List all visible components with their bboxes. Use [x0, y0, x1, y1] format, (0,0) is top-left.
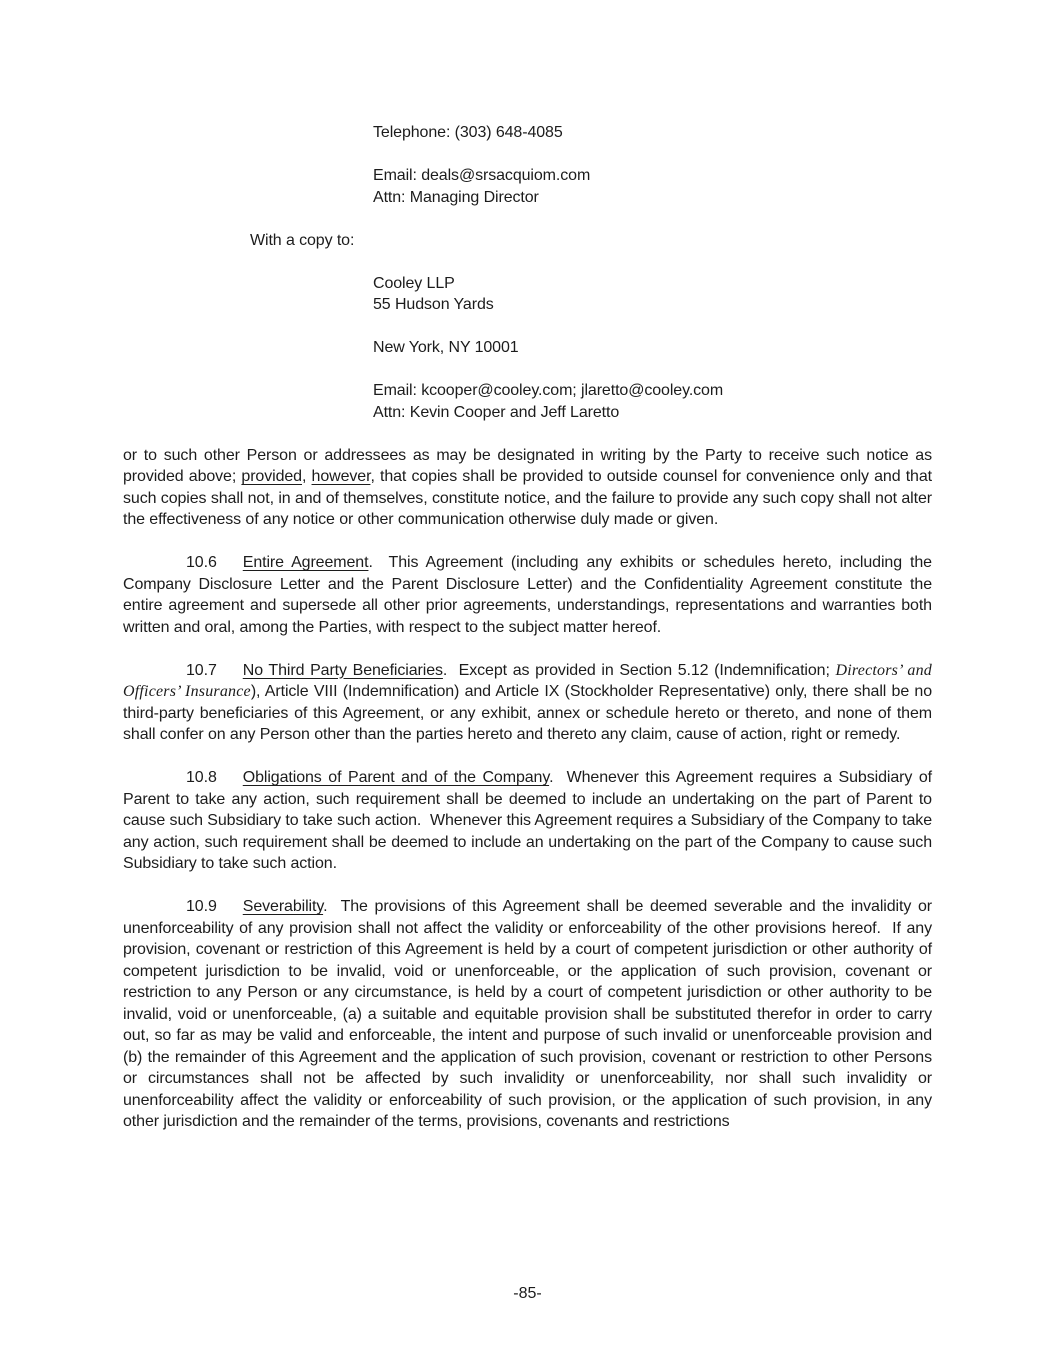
section-body-text: . This Agreement (including any exhibits or schedules hereto, including the Company Disclosure Letter and the Parent Disclosure Letter) and the Confidentiality Agreement constitute the entire agreement and supersede all other prior agreements, understandings, representations and warranties both written and oral, among the Parties, with respect to the subject matter hereof. — [123, 554, 937, 636]
spacer — [123, 316, 932, 338]
firm-name-line: Cooley LLP — [373, 274, 455, 292]
notice-text-segment: , — [301, 468, 312, 485]
section-body-text: ), Article VIII (Indemnification) and Article IX (Stockholder Representative) only, there shall be no third-party beneficiaries of this Agreement, or any exhibit, annex or schedule hereto or thereto, and none of them shall confer on any Person other than the parties hereto and thereto any claim, cause of action, right or remedy. — [123, 683, 937, 743]
section-number: 10.9 — [186, 898, 217, 915]
section-10-8-paragraph — [123, 767, 937, 875]
telephone-line: Telephone: (303) 648-4085 — [373, 124, 563, 141]
section-body-text: . Whenever this Agreement requires a Subsidiary of Parent to take any action, such requirement shall be deemed to include an undertaking on the part of Parent to cause such Subsidiary to take such action. Whenever this Agreement requires a Subsidiary of the Company to take any action, such requirement shall be deemed to include an undertaking on the part of the Company to cause such Subsidiary to take such action. — [123, 769, 937, 872]
notice-underlined-provided: provided — [241, 468, 302, 485]
copy-to-label: With a copy to: — [250, 231, 355, 249]
section-10-7-paragraph — [123, 660, 937, 746]
copy-email-line: Email: kcooper@cooley.com; jlaretto@cooley.com — [373, 382, 724, 399]
notice-address-block — [123, 122, 932, 208]
section-10-9-paragraph — [123, 896, 937, 1133]
notice-text-segment: or to such other Person or addressees as may be designated in writing by the Party to receive such notice as provided above; — [123, 446, 937, 485]
street-line: 55 Hudson Yards — [373, 296, 494, 313]
section-number: 10.7 — [186, 661, 217, 679]
attn-line: Attn: Managing Director — [373, 188, 539, 206]
spacer — [123, 251, 932, 273]
section-number: 10.6 — [186, 554, 217, 571]
spacer — [123, 359, 932, 381]
notice-paragraph — [123, 445, 937, 531]
city-line: New York, NY 10001 — [373, 339, 519, 356]
section-body-text: . The provisions of this Agreement shall be deemed severable and the invalidity or unenforceability of any provision shall not affect the validity or enforceability of the other provisions hereof. If any provision, covenant or restriction of this Agreement is held by a court of competent jurisdiction or other authority of competent jurisdiction to be invalid, void or unenforceable, or the application of such provision, covenant or restriction to any Person or any circumstance, is held by a court of competent jurisdiction or other authority to be invalid, void or unenforceable, (a) a suitable and equitable provision shall be substituted therefor in order to carry out, so far as may be valid and enforceable, the intent and purpose of such invalid or unenforceable provision and (b) the remainder of this Agreement and the application of such provision, covenant or restriction to other Persons or circumstances shall not be affected by such invalidity or unenforceability, nor shall such invalidity or unenforceability affect the validity or enforceability of such provision, or the application of such provision, in any other jurisdiction and the remainder of the terms, provisions, covenants and restrictions — [123, 898, 937, 1130]
copy-to-block — [123, 230, 932, 424]
section-number: 10.8 — [186, 769, 217, 786]
spacer — [123, 208, 932, 230]
section-heading: Obligations of Parent and of the Company — [242, 769, 550, 786]
notice-underlined-however: however — [311, 468, 371, 485]
spacer — [123, 144, 932, 166]
section-10-6-paragraph — [123, 552, 937, 638]
page-number: -85- — [513, 1285, 542, 1302]
section-heading: No Third Party Beneficiaries — [242, 661, 443, 679]
section-heading: Severability — [242, 898, 324, 915]
notice-text-segment: , that copies shall be provided to outside counsel for convenience only and that such copies shall not, in and of themselves, constitute notice, and the failure to provide any such copy shall not alter the effectiveness of any notice or other communication otherwise duly made or given. — [123, 468, 937, 528]
italic-defined-term: Directors’ and Officers’ Insurance — [123, 661, 937, 700]
section-heading: Entire Agreement — [242, 554, 369, 571]
copy-attn-line: Attn: Kevin Cooper and Jeff Laretto — [373, 403, 620, 421]
section-body-text: . Except as provided in Section 5.12 (Indemnification; — [442, 661, 836, 679]
email-line: Email: deals@srsacquiom.com — [373, 167, 591, 184]
